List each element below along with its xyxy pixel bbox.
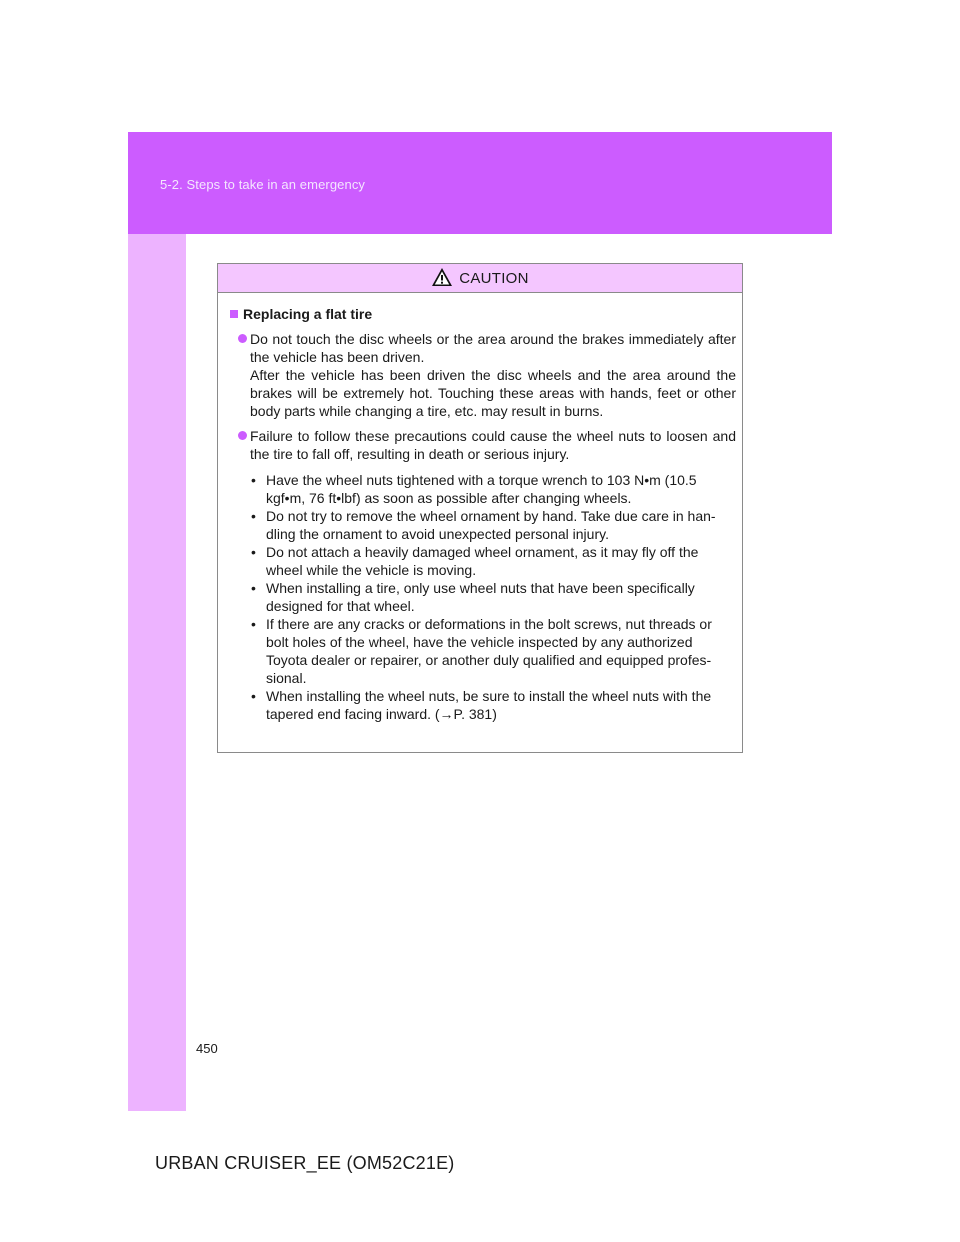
caution-header (218, 264, 742, 293)
list-item: • If there are any cracks or deformations in the bolt screws, nut threads or bolt holes of the wheel, have the vehicle inspected by any authorized Toyota dealer or repairer, or another duly qualified and equipped profes-sional. (250, 615, 736, 687)
caution-subheading (230, 305, 736, 323)
caution-box (217, 263, 743, 753)
round-bullet-icon (238, 334, 247, 343)
section-title: 5-2. Steps to take in an emergency (160, 177, 366, 192)
subheading-text: Replacing a flat tire (243, 306, 373, 322)
square-bullet-icon (230, 310, 238, 318)
caution-body (218, 293, 742, 723)
list-item: • Have the wheel nuts tightened with a torque wrench to 103 N•m (10.5 kgf•m, 76 ft•lbf) as soon as possible after changing wheels. (250, 471, 736, 507)
caution-item (230, 427, 736, 463)
list-item: • When installing the wheel nuts, be sure to install the wheel nuts with the tapered end facing inward. (→P. 381) (250, 687, 736, 723)
precaution-list (230, 471, 736, 723)
warning-triangle-icon (431, 267, 453, 287)
list-item: • Do not try to remove the wheel ornament by hand. Take due care in han-dling the ornament to avoid unexpected personal injury. (250, 507, 736, 543)
item-paragraph: Do not touch the disc wheels or the area around the brakes immediately after the vehicle has been driven. (250, 331, 736, 365)
page-number: 450 (196, 1041, 218, 1056)
side-tab-strip (128, 234, 186, 1111)
footer-model-code: URBAN CRUISER_EE (OM52C21E) (155, 1153, 455, 1173)
caution-label: CAUTION (459, 269, 529, 287)
round-bullet-icon (238, 431, 247, 440)
item-paragraph: Failure to follow these precautions could cause the wheel nuts to loosen and the tire to fall off, resulting in death or serious injury. (250, 428, 736, 462)
list-item: • When installing a tire, only use wheel nuts that have been specifically designed for that wheel. (250, 579, 736, 615)
caution-item (230, 330, 736, 420)
list-item: • Do not attach a heavily damaged wheel ornament, as it may fly off the wheel while the vehicle is moving. (250, 543, 736, 579)
item-paragraph: After the vehicle has been driven the disc wheels and the area around the brakes will be extremely hot. Touching these areas with hands, feet or other body parts while changing a tire, etc. may result in burns. (250, 367, 736, 419)
